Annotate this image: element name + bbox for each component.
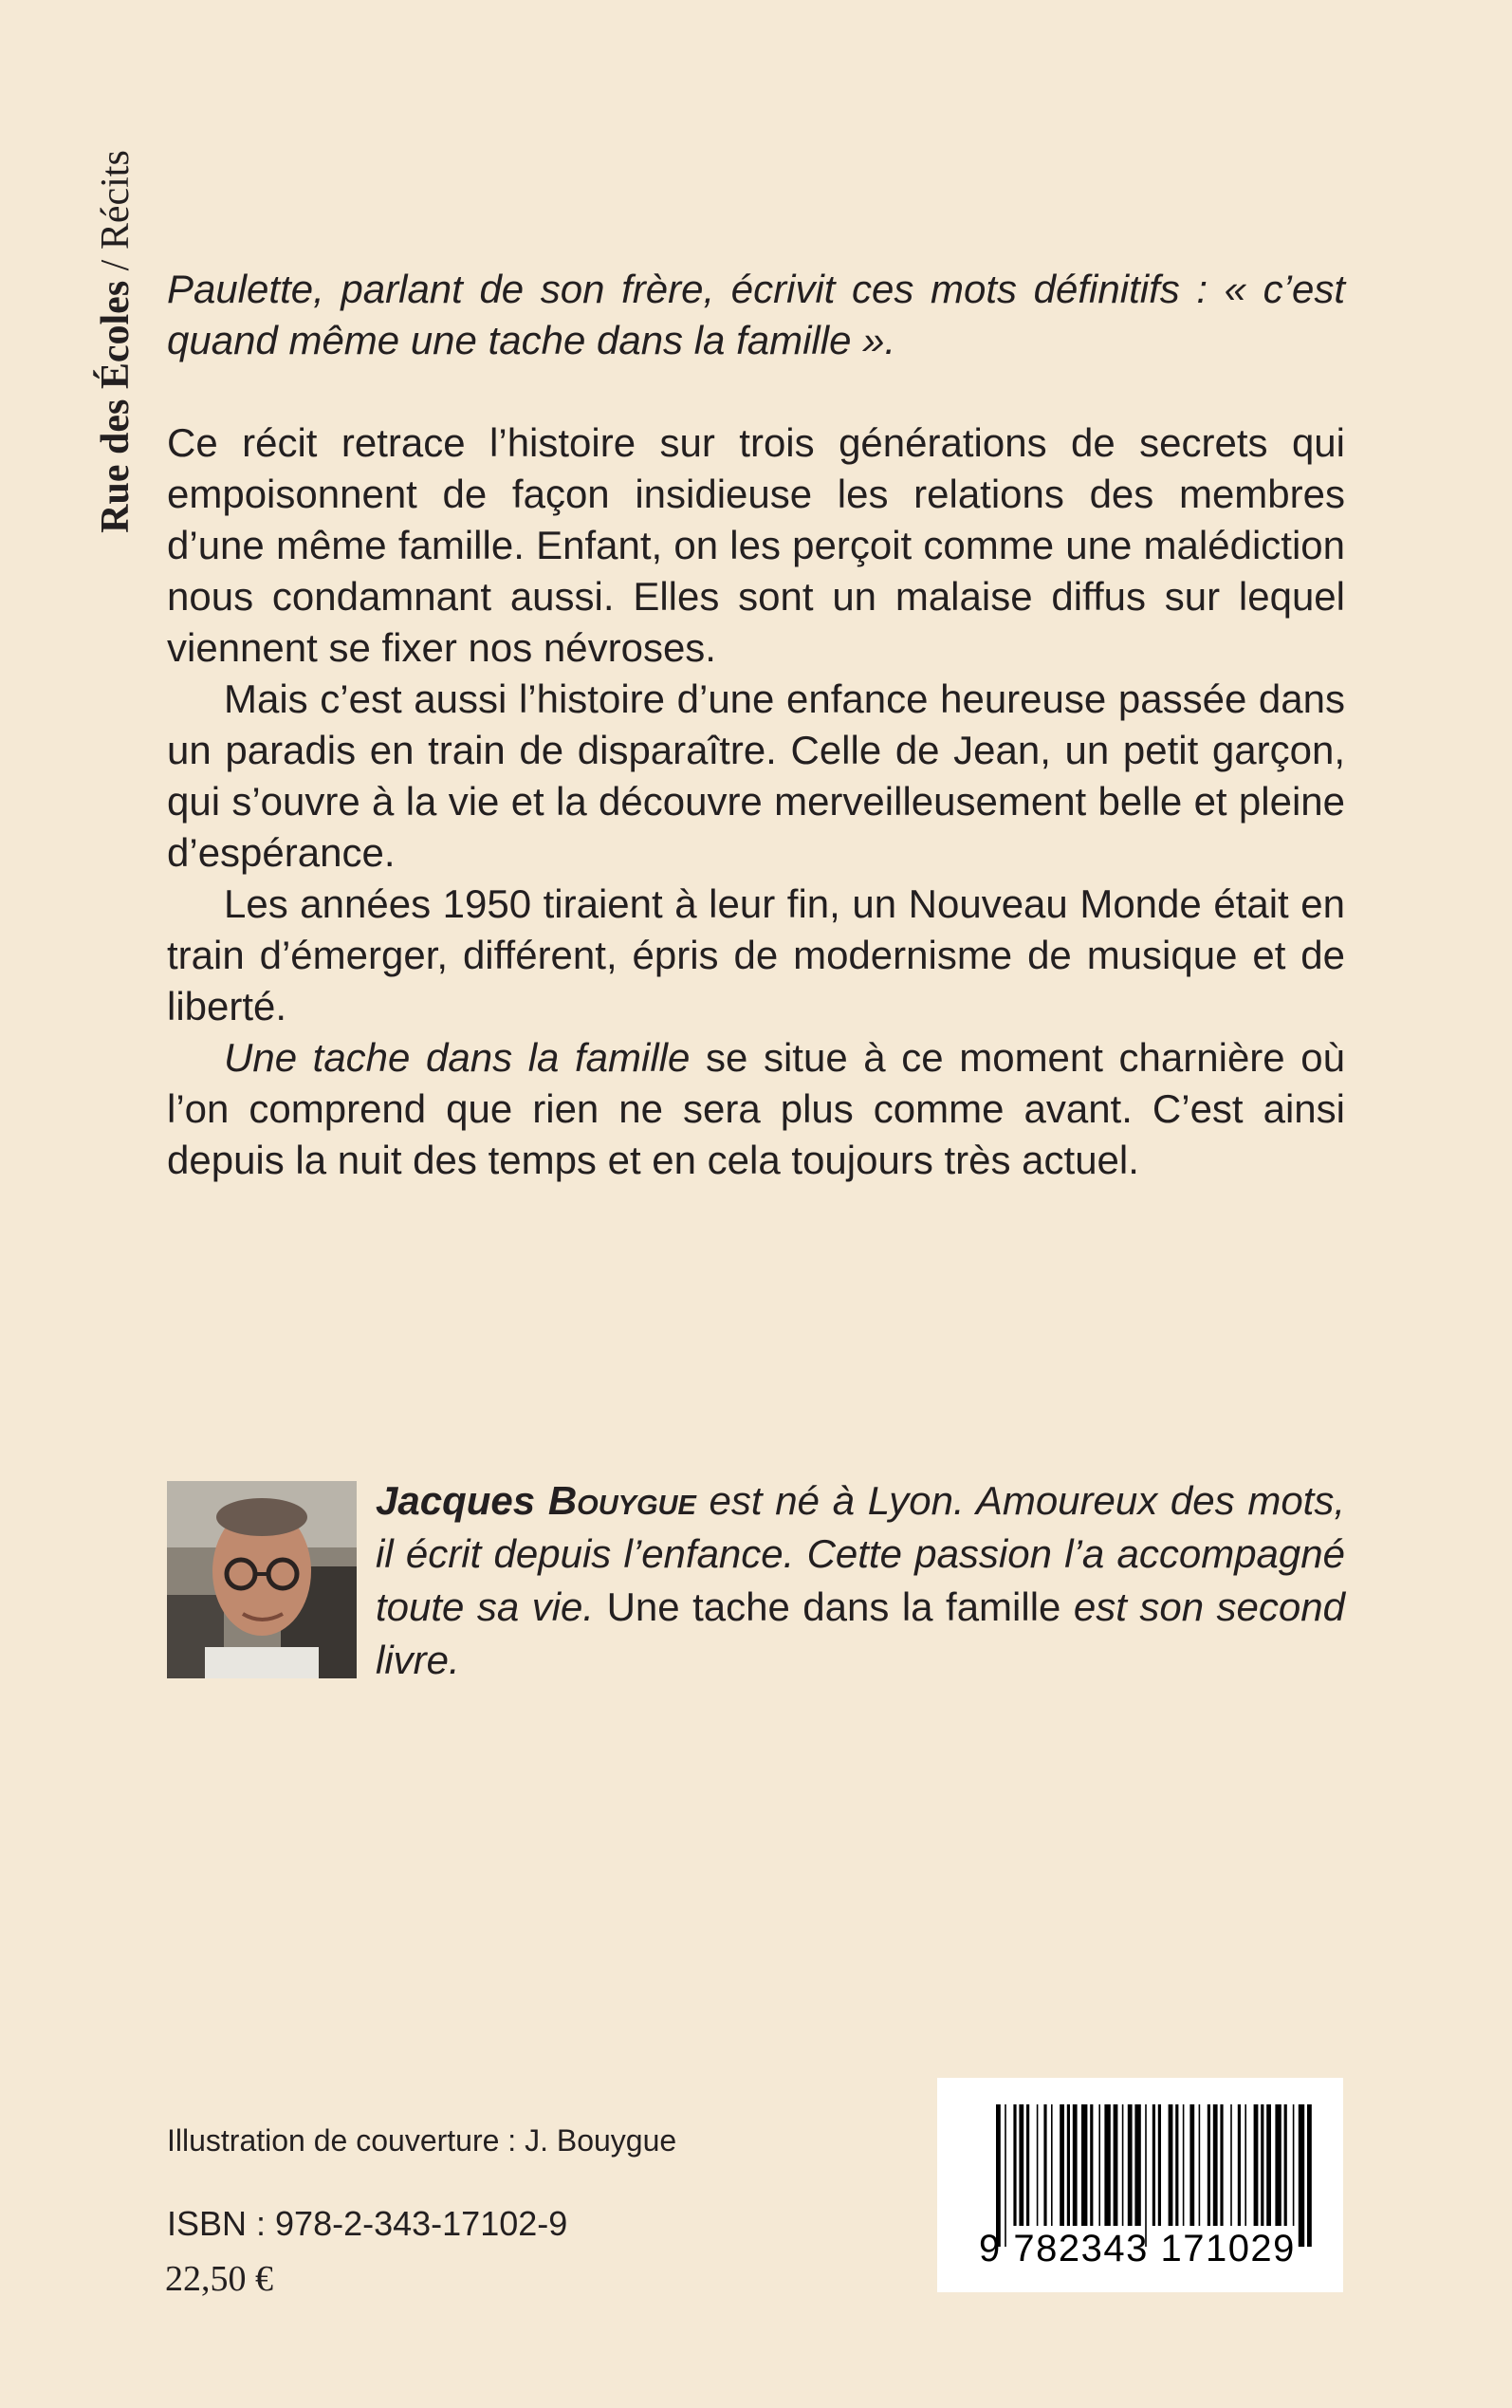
blurb-paragraph-3: Les années 1950 tiraient à leur fin, un Nouveau Monde était en train d’émerger, différent, épris de modernisme de musique et de liberté. [167, 881, 1345, 1028]
blurb-paragraph-4-rest: se situe à ce moment charnière où l’on comprend que rien ne sera plus comme avant. C’est ainsi depuis la nuit des temps et en cela toujours très actuel. [167, 1035, 1345, 1182]
book-title-inline: Une tache dans la famille [224, 1035, 691, 1080]
author-last-name: Bouygue [547, 1478, 696, 1523]
bio-book-title: Une tache dans la famille [606, 1584, 1061, 1629]
blurb [167, 417, 1345, 1186]
blurb-paragraph-1: Ce récit retrace l’histoire sur trois générations de secrets qui empoisonnent de façon insidieuse les relations des membres d’une même famille. Enfant, on les perçoit comme une malédiction nous condamnant aussi. Elles sont un malaise diffus sur lequel viennent se fixer nos névroses. [167, 420, 1345, 670]
isbn: ISBN : 978-2-343-17102-9 [167, 2204, 568, 2243]
genre-name: Récits [94, 150, 138, 250]
author-photo [167, 1481, 357, 1678]
series-name: Rue des Écoles [94, 280, 138, 533]
cover-credit: Illustration de couverture : J. Bouygue [167, 2123, 677, 2158]
bio-part-2: est son second livre. [376, 1584, 1345, 1682]
author-bio [376, 1474, 1345, 1687]
epigraph-text: Paulette, parlant de son frère, écrivit ces mots définitifs : « c’est quand même une tache dans la famille ». [167, 267, 1345, 362]
price: 22,50 € [165, 2259, 273, 2299]
barcode-number: 9 782343 171029 [979, 2228, 1296, 2269]
epigraph [167, 264, 1345, 366]
barcode [937, 2078, 1343, 2292]
bio-part-1: est né à Lyon. Amoureux des mots, il écrit depuis l’enfance. Cette passion l’a accompagné toute sa vie. [376, 1478, 1346, 1629]
spine-label [91, 109, 140, 574]
blurb-paragraph-4 [167, 1032, 1345, 1186]
blurb-paragraph-2: Mais c’est aussi l’histoire d’une enfance heureuse passée dans un paradis en train de disparaître. Celle de Jean, un petit garçon, qui s’ouvre à la vie et la découvre merveilleusement belle et pleine d’espérance. [167, 676, 1345, 875]
author-first-name: Jacques [376, 1478, 536, 1523]
spine-separator: / [94, 250, 138, 281]
